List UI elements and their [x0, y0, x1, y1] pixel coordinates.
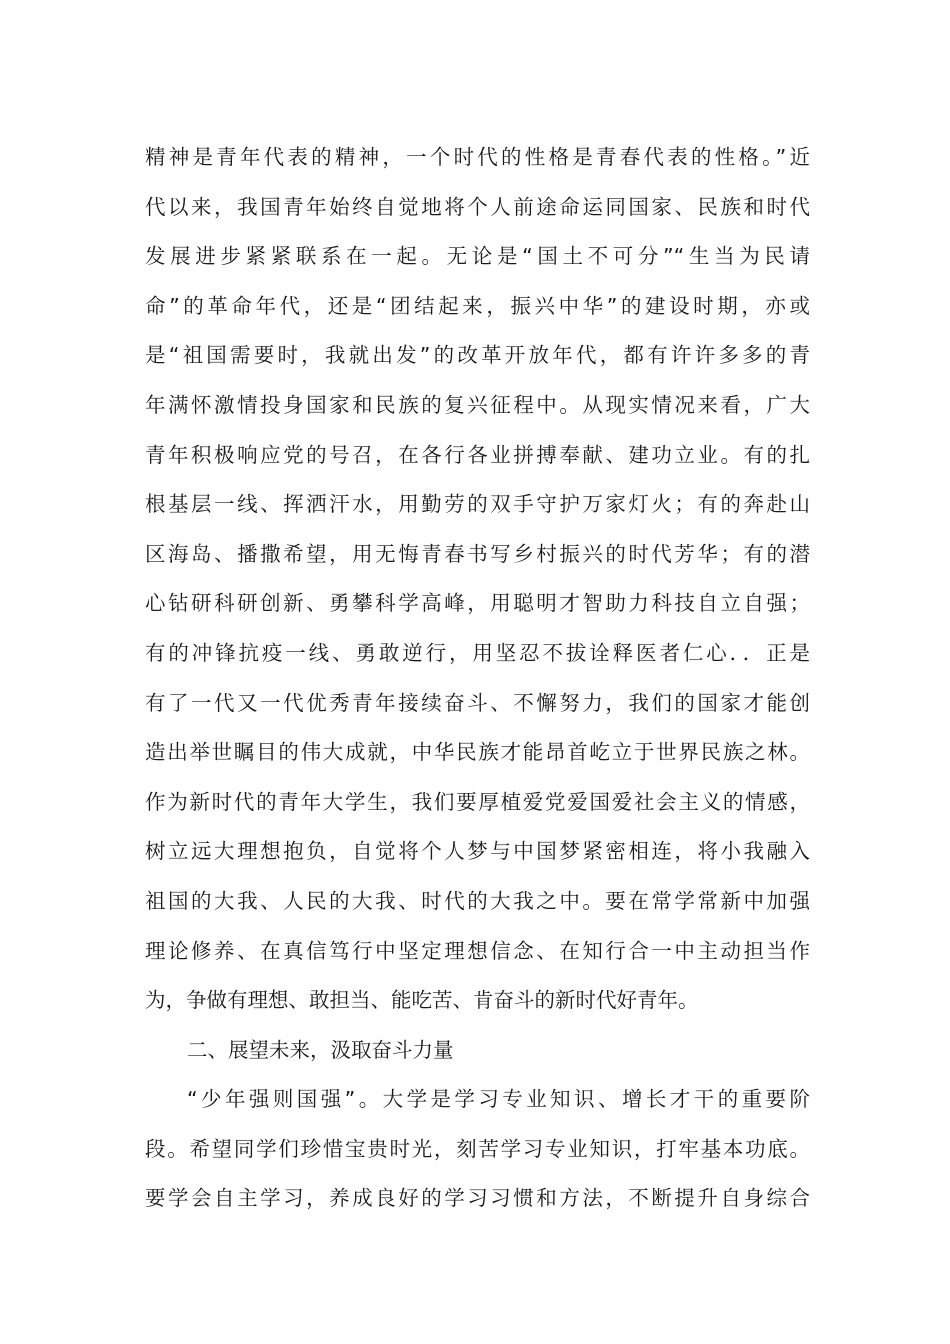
- text-line: 造出举世瞩目的伟大成就，中华民族才能昂首屹立于世界民族之林。: [145, 740, 810, 765]
- text-line: 年满怀激情投身国家和民族的复兴征程中。从现实情况来看，广大: [145, 392, 810, 417]
- text-line: 青年积极响应党的号召，在各行各业拼搏奉献、建功立业。有的扎: [145, 442, 810, 467]
- text-line: 发展进步紧紧联系在一起。无论是“国土不可分”“生当为民请: [145, 244, 810, 269]
- text-line: 为，争做有理想、敢担当、能吃苦、肯奋斗的新时代好青年。: [145, 988, 699, 1013]
- text-line: 作为新时代的青年大学生，我们要厚植爱党爱国爱社会主义的情感，: [145, 789, 810, 814]
- text-line: 段。希望同学们珍惜宝贵时光，刻苦学习专业知识，打牢基本功底。: [145, 1136, 810, 1161]
- text-line: 树立远大理想抱负，自觉将个人梦与中国梦紧密相连，将小我融入: [145, 839, 810, 864]
- text-line: 代以来，我国青年始终自觉地将个人前途命运同国家、民族和时代: [145, 194, 810, 219]
- text-line: 有了一代又一代优秀青年接续奋斗、不懈努力，我们的国家才能创: [145, 690, 810, 715]
- body-text: [145, 133, 810, 1224]
- text-line: 是“祖国需要时，我就出发”的改革开放年代，都有许许多多的青: [145, 343, 810, 368]
- section-heading: 二、展望未来，汲取奋斗力量: [187, 1037, 454, 1062]
- text-line: 要学会自主学习，养成良好的学习习惯和方法，不断提升自身综合: [145, 1186, 810, 1211]
- text-line: 祖国的大我、人民的大我、时代的大我之中。要在常学常新中加强: [145, 888, 810, 913]
- text-line: 精神是青年代表的精神，一个时代的性格是青春代表的性格。”近: [145, 145, 810, 169]
- text-line: 心钻研科研创新、勇攀科学高峰，用聪明才智助力科技自立自强；: [145, 591, 810, 616]
- text-line: 有的冲锋抗疫一线、勇敢逆行，用坚忍不拔诠释医者仁心．．正是: [145, 640, 810, 665]
- text-line: 区海岛、播撒希望，用无悔青春书写乡村振兴的时代芳华；有的潜: [145, 541, 810, 566]
- text-line: “少年强则国强”。大学是学习专业知识、增长才干的重要阶: [187, 1087, 810, 1112]
- text-line: 理论修养、在真信笃行中坚定理想信念、在知行合一中主动担当作: [145, 938, 810, 963]
- text-line: 命”的革命年代，还是“团结起来，振兴中华”的建设时期，亦或: [145, 293, 810, 318]
- text-line: 根基层一线、挥洒汗水，用勤劳的双手守护万家灯火；有的奔赴山: [145, 492, 810, 517]
